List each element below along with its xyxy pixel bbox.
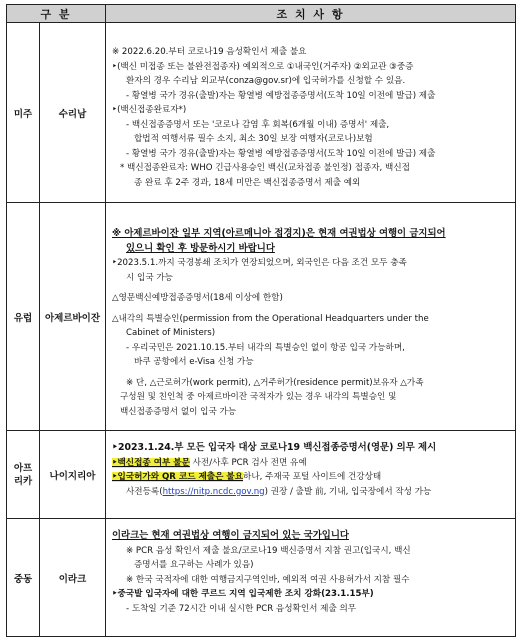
measures-cell [106,23,516,203]
region-cell: 미주 [7,23,40,203]
region-cell: 아프 리카 [7,431,40,519]
header-measures: 조 치 사 항 [106,5,516,23]
text-line: ‣중국발 입국자에 대한 쿠르드 지역 입국제한 조치 강화(23.1.15부) [112,589,374,599]
text-line: - 우리국민은 2021.10.15.부터 내각의 특별승인 없이 항공 입국 가능하며, [126,342,405,353]
text-line: 합법적 여행서류 필수 소지, 최소 30일 보장 여행자(코로나)보험 [134,134,373,144]
text-line: △영문백신예방접종증명서(18세 이상에 한함) [112,293,283,303]
ncdc-portal-link[interactable]: https://nitp.ncdc.gov.ng [162,486,265,497]
table-row [7,203,516,431]
table-row [7,23,516,203]
text-line: * 백신접종완료자: WHO 긴급사용승인 백신(교차접종 불인정) 접종자, 백신접 [120,163,410,173]
warning-line: 있으니 확인 후 방문하시기 바랍니다 [126,242,275,254]
text-line: 백신접종증명서 없이 입국 가능 [120,406,237,417]
text-fragment: 하나, 주재국 포털 사이트에 건강상태 [243,472,382,482]
text-line: - 백신접종증명서 또는 '코로나 감염 후 회복(6개월 이내) 증명서' 제출, [126,119,390,130]
text-fragment: 사전/사후 PCR 검사 전면 유예 [189,457,307,468]
table-header-row [7,5,516,23]
text-line: Cabinet of Ministers) [126,328,216,338]
country-cell: 이라크 [40,519,106,637]
text-line: 종 완료 후 2주 경과, 18세 미만은 백신접종증명서 제출 예외 [134,177,361,188]
entry-restrictions-table [6,4,516,637]
highlight-text: ‣입국허가와 QR 코드 제출은 불요 [112,472,244,482]
text-line [112,456,509,471]
text-line: ※ 한국 국적자에 대한 여행금지구역인바, 예외적 여권 사용허가서 지참 필수 [126,574,410,585]
text-fragment: 사전등록( [126,486,163,497]
table-row [7,519,516,637]
measures-cell [106,203,516,431]
text-line: 바쿠 공항에서 e-Visa 신청 가능 [134,357,254,367]
country-cell: 나이지리아 [40,431,106,519]
text-line: 구성원 및 친인척 중 아제르바이잔 국적자가 있는 경우 내각의 특별승인 및 [120,392,397,402]
warning-line: ※ 아제르바이잔 일부 지역(아르메니아 접경지)은 현재 여권법상 여행이 금지되어 [112,228,446,239]
text-line: ‣(백신 미접종 또는 불완전접종자) 예외적으로 ①내국인(거주자) ②외교관 ③중증 [112,61,414,72]
text-line: 시 입국 가능 [126,272,173,283]
text-line: - 황열병 국가 경유(출발)자는 황열병 예방접종증명서(도착 10일 이전에 발급) 제출 [126,90,436,101]
text-line: ‣2023.5.1.까지 국경봉쇄 조치가 연장되었으며, 외국인은 다음 조건 모두 충족 [112,258,407,268]
text-line: ※ 단, △근로허가(work permit), △거주허가(residence permit)보유자 △가족 [126,377,424,388]
region-cell: 중동 [7,519,40,637]
text-line: - 황열병 국가 경유(출발)자는 황열병 예방접종증명서(도착 10일 이전에 발급) 제출 [126,148,436,159]
text-line [112,470,509,485]
text-line: △내각의 특별승인(permission from the Operational Headquarters under the [112,313,429,324]
text-line: ‣2023.1.24.부 모든 입국자 대상 코로나19 백신접종증명서(영문) 의무 제시 [112,442,437,453]
highlight-text: ‣백신접종 여부 불문 [112,457,190,468]
warning-line: 이라크는 현재 여권법상 여행이 금지되어 있는 국가입니다 [112,530,349,541]
header-category: 구 분 [7,5,106,23]
text-line [112,485,509,500]
text-line: 증명서를 요구하는 사례가 있음) [134,560,254,570]
country-cell: 수리남 [40,23,106,203]
country-cell: 아제르바이잔 [40,203,106,431]
text-line: ※ PCR 음성 확인서 제출 불요/코로나19 백신증명서 지참 권고(입국시, 백신 [126,545,411,556]
measures-cell [106,431,516,519]
text-line: ※ 2022.6.20.부터 코로나19 음성확인서 제출 불요 [112,47,307,57]
table-row [7,431,516,519]
measures-cell [106,519,516,637]
text-fragment: ) 권장 / 출발 前, 기내, 입국장에서 작성 가능 [264,486,432,497]
text-line: ‣(백신접종완료자*) [112,105,187,115]
text-line: - 도착일 기준 72시간 이내 실시한 PCR 음성확인서 제출 의무 [126,603,357,614]
region-cell: 유럽 [7,203,40,431]
text-line: 환자의 경우 수리남 외교부(conza@gov.sr)에 입국허가를 신청할 수 있음. [126,76,406,86]
